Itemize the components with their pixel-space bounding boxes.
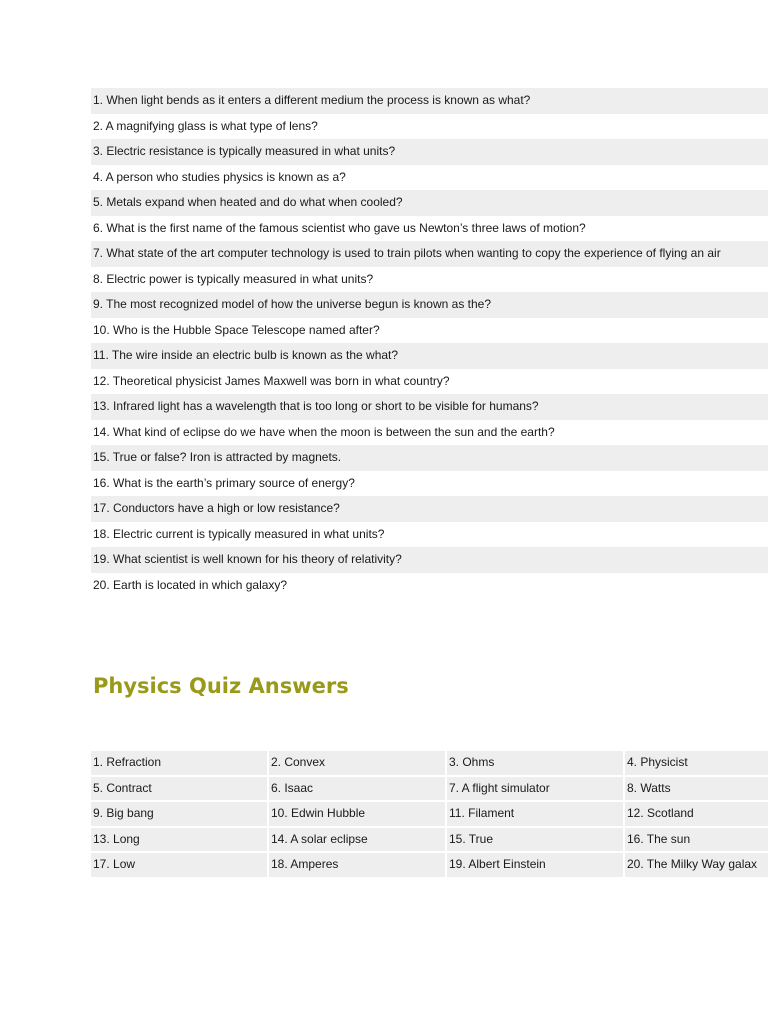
answer-cell: 8. Watts bbox=[625, 777, 768, 801]
answer-row bbox=[91, 853, 768, 877]
question-row: 19. What scientist is well known for his theory of relativity? bbox=[91, 547, 768, 573]
answers-table bbox=[91, 751, 768, 879]
answer-row bbox=[91, 751, 768, 775]
answer-cell: 20. The Milky Way galax bbox=[625, 853, 768, 877]
question-row: 9. The most recognized model of how the universe begun is known as the? bbox=[91, 292, 768, 318]
question-row: 15. True or false? Iron is attracted by magnets. bbox=[91, 445, 768, 471]
question-row: 14. What kind of eclipse do we have when the moon is between the sun and the earth? bbox=[93, 424, 555, 439]
question-row: 7. What state of the art computer technology is used to train pilots when wanting to copy the experience of flying an air bbox=[91, 241, 768, 267]
answers-heading: Physics Quiz Answers bbox=[93, 674, 349, 698]
answer-cell: 3. Ohms bbox=[447, 751, 623, 775]
question-row: 11. The wire inside an electric bulb is known as the what? bbox=[91, 343, 768, 369]
questions-list bbox=[91, 88, 768, 598]
answer-cell: 15. True bbox=[447, 828, 623, 852]
question-row: 20. Earth is located in which galaxy? bbox=[93, 577, 288, 592]
question-row: 18. Electric current is typically measured in what units? bbox=[93, 526, 385, 541]
question-row: 2. A magnifying glass is what type of lens? bbox=[93, 118, 318, 133]
answer-row bbox=[91, 828, 768, 852]
answer-cell: 16. The sun bbox=[625, 828, 768, 852]
answer-cell: 10. Edwin Hubble bbox=[269, 802, 445, 826]
answer-cell: 18. Amperes bbox=[269, 853, 445, 877]
question-row: 5. Metals expand when heated and do what when cooled? bbox=[91, 190, 768, 216]
answer-cell: 2. Convex bbox=[269, 751, 445, 775]
question-row: 4. A person who studies physics is known as a? bbox=[93, 169, 346, 184]
question-row: 3. Electric resistance is typically measured in what units? bbox=[91, 139, 768, 165]
question-row: 17. Conductors have a high or low resistance? bbox=[91, 496, 768, 522]
answer-cell: 1. Refraction bbox=[91, 751, 267, 775]
question-row: 16. What is the earth’s primary source of energy? bbox=[93, 475, 355, 490]
answer-cell: 13. Long bbox=[91, 828, 267, 852]
question-row: 8. Electric power is typically measured in what units? bbox=[93, 271, 374, 286]
answer-cell: 14. A solar eclipse bbox=[269, 828, 445, 852]
answer-cell: 11. Filament bbox=[447, 802, 623, 826]
answer-row bbox=[91, 802, 768, 826]
answer-row bbox=[91, 777, 768, 801]
question-row: 13. Infrared light has a wavelength that is too long or short to be visible for humans? bbox=[91, 394, 768, 420]
answer-cell: 19. Albert Einstein bbox=[447, 853, 623, 877]
answer-cell: 12. Scotland bbox=[625, 802, 768, 826]
answer-cell: 9. Big bang bbox=[91, 802, 267, 826]
question-row: 1. When light bends as it enters a different medium the process is known as what? bbox=[91, 88, 768, 114]
answer-cell: 6. Isaac bbox=[269, 777, 445, 801]
question-row: 10. Who is the Hubble Space Telescope named after? bbox=[93, 322, 380, 337]
answer-cell: 7. A flight simulator bbox=[447, 777, 623, 801]
answer-cell: 17. Low bbox=[91, 853, 267, 877]
question-row: 6. What is the first name of the famous scientist who gave us Newton’s three laws of motion? bbox=[93, 220, 586, 235]
question-row: 12. Theoretical physicist James Maxwell was born in what country? bbox=[93, 373, 450, 388]
answer-cell: 4. Physicist bbox=[625, 751, 768, 775]
answer-cell: 5. Contract bbox=[91, 777, 267, 801]
